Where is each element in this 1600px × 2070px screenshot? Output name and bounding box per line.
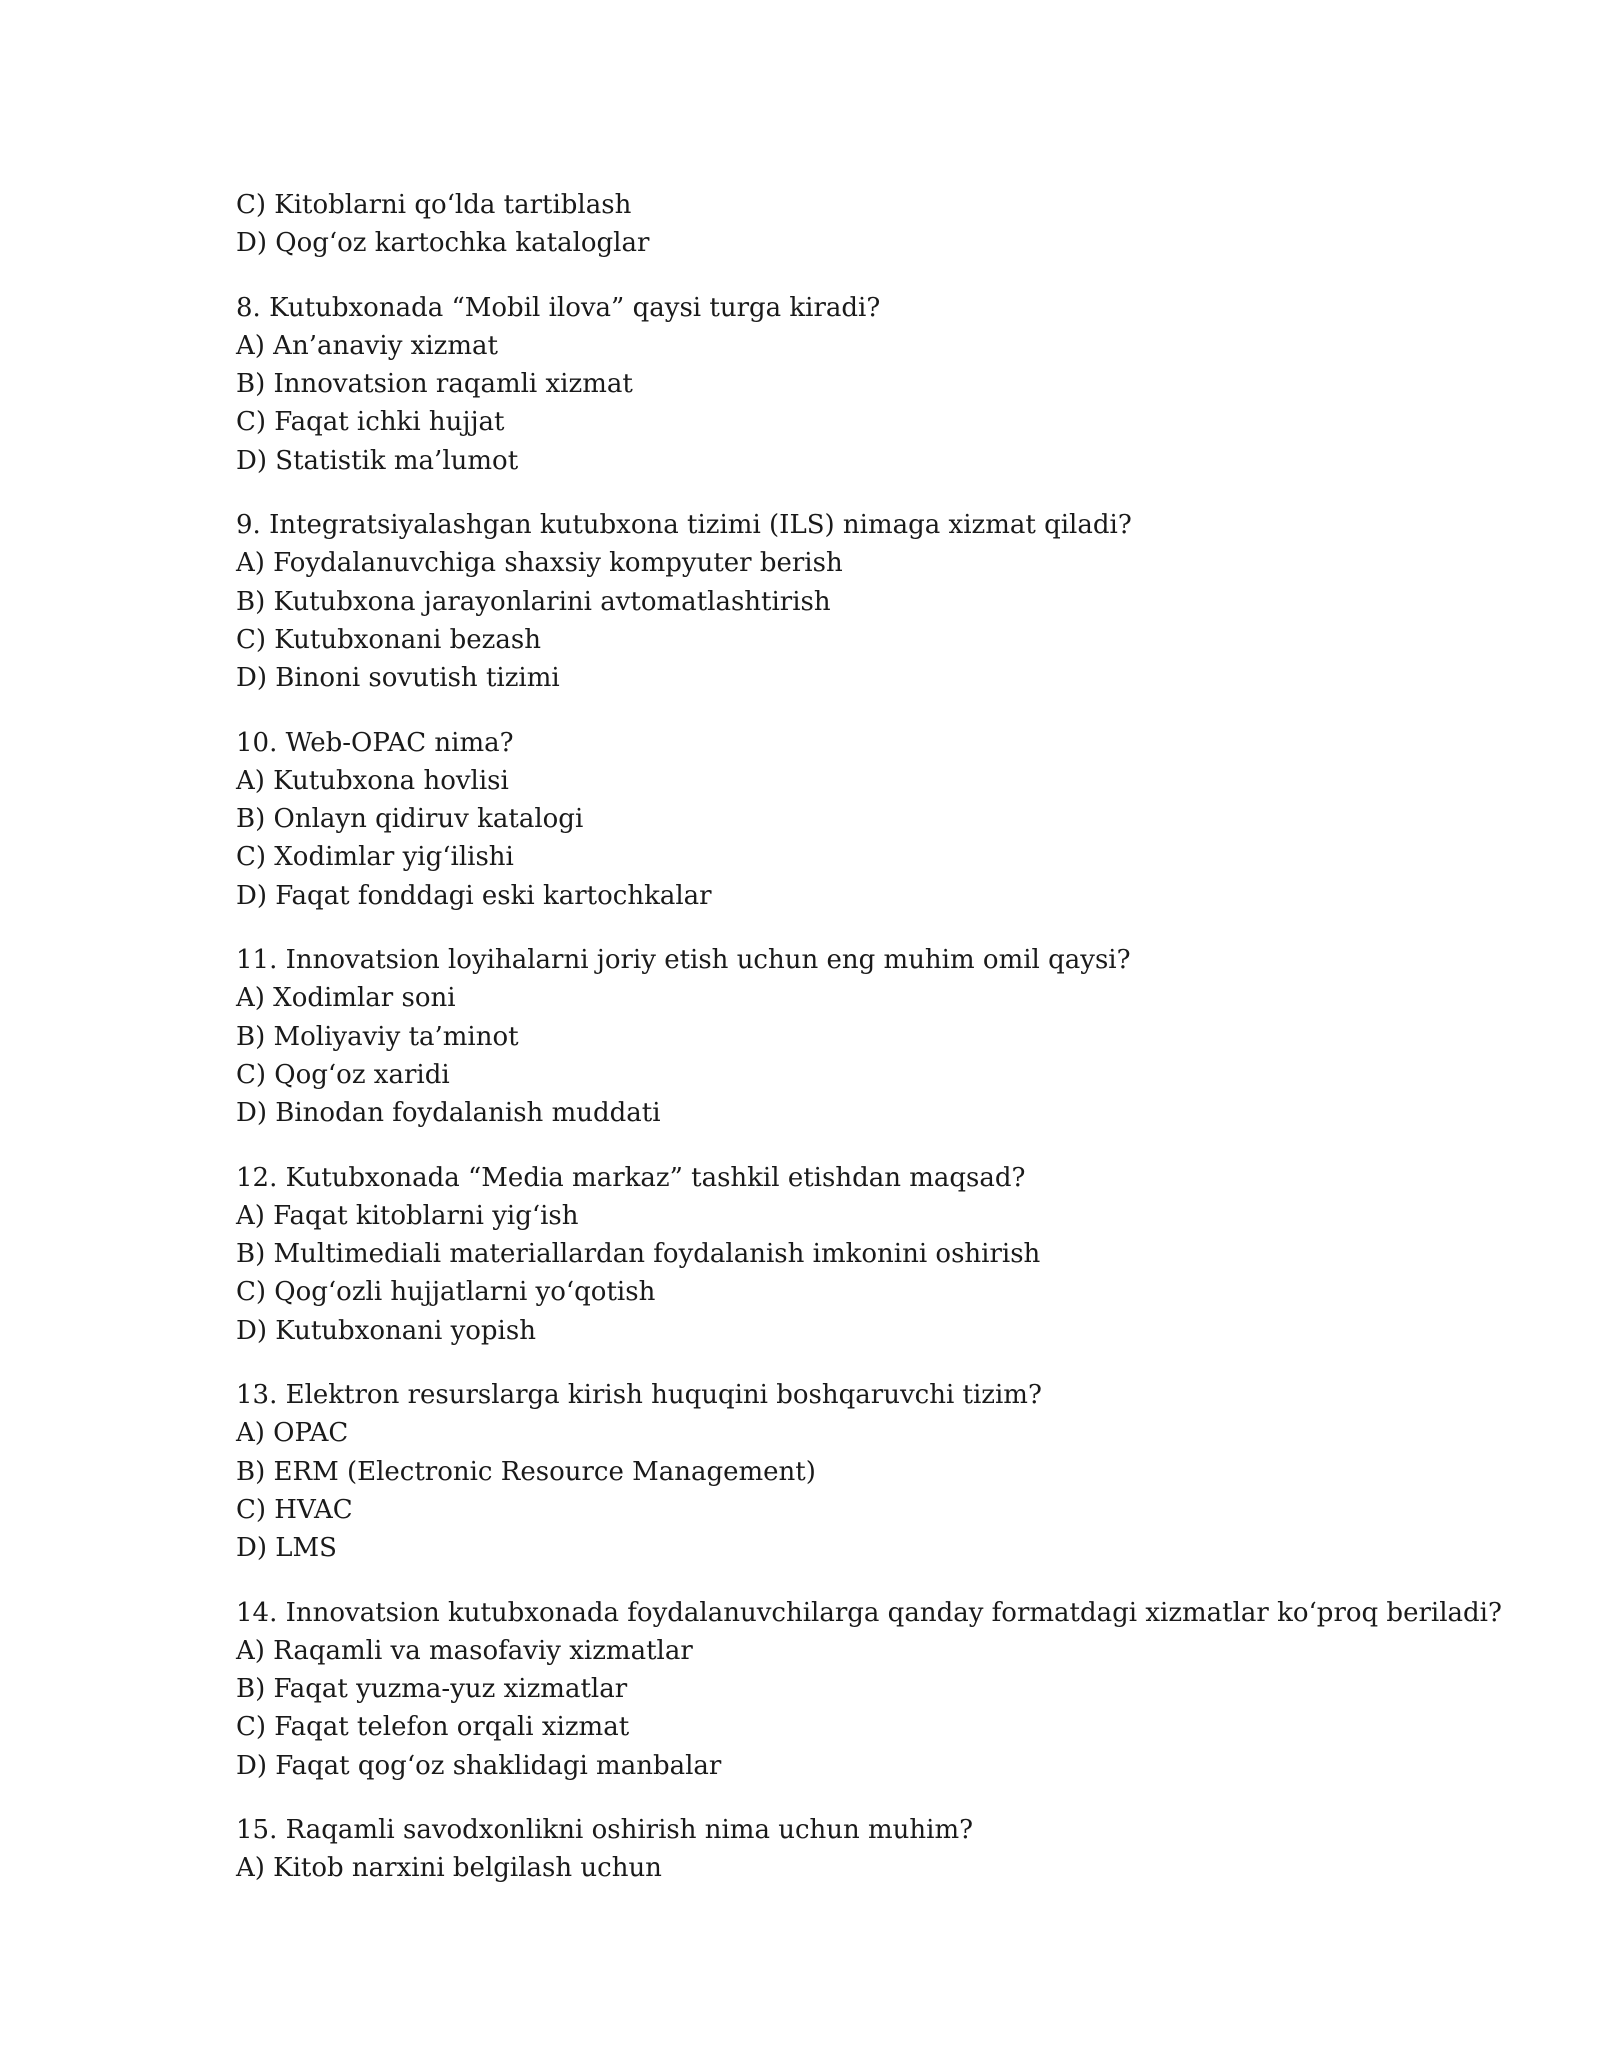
option-d: D) Faqat fonddagi eski kartochkalar xyxy=(236,880,712,911)
option-b: B) Innovatsion raqamli xizmat xyxy=(236,369,633,400)
option-c: C) HVAC xyxy=(236,1494,353,1525)
option-c: C) Kutubxonani bezash xyxy=(236,624,541,655)
question-11 xyxy=(236,941,1536,1132)
option-c: C) Faqat telefon orqali xizmat xyxy=(236,1712,630,1743)
question-13 xyxy=(236,1376,1536,1567)
option-a: A) Kitob narxini belgilash uchun xyxy=(236,1853,662,1884)
question-10 xyxy=(236,724,1536,915)
option-c: C) Faqat ichki hujjat xyxy=(236,407,505,438)
question-12 xyxy=(236,1159,1536,1350)
question-text: 8. Kutubxonada “Mobil ilova” qaysi turga kiradi? xyxy=(236,292,881,323)
quiz-content xyxy=(236,186,1536,1914)
option-b: B) ERM (Electronic Resource Management) xyxy=(236,1456,816,1487)
question-text: 14. Innovatsion kutubxonada foydalanuvchilarga qanday formatdagi xizmatlar ko‘proq beriladi? xyxy=(236,1597,1502,1628)
option-d: D) Binoni sovutish tizimi xyxy=(236,663,560,694)
option-c: C) Kitoblarni qo‘lda tartiblash xyxy=(236,190,632,220)
question-text: 13. Elektron resurslarga kirish huquqini boshqaruvchi tizim? xyxy=(236,1380,1042,1411)
question-text: 11. Innovatsion loyihalarni joriy etish uchun eng muhim omil qaysi? xyxy=(236,945,1131,976)
option-c: C) Qog‘ozli hujjatlarni yo‘qotish xyxy=(236,1277,656,1308)
option-b: B) Faqat yuzma-yuz xizmatlar xyxy=(236,1674,628,1705)
question-text: 9. Integratsiyalashgan kutubxona tizimi (ILS) nimaga xizmat qiladi? xyxy=(236,510,1132,541)
carryover-options xyxy=(236,186,1536,263)
option-c: C) Qog‘oz xaridi xyxy=(236,1059,450,1090)
option-b: B) Multimediali materiallardan foydalanish imkonini oshirish xyxy=(236,1239,1041,1270)
question-text: 12. Kutubxonada “Media markaz” tashkil etishdan maqsad? xyxy=(236,1162,1026,1193)
option-d: D) Binodan foydalanish muddati xyxy=(236,1098,661,1129)
option-c: C) Xodimlar yig‘ilishi xyxy=(236,842,514,873)
option-d: D) LMS xyxy=(236,1533,337,1564)
option-d: D) Kutubxonani yopish xyxy=(236,1315,536,1346)
option-a: A) An’anaviy xizmat xyxy=(236,330,498,361)
option-a: A) Foydalanuvchiga shaxsiy kompyuter berish xyxy=(236,548,843,579)
option-a: A) Kutubxona hovlisi xyxy=(236,765,509,796)
question-8 xyxy=(236,289,1536,480)
question-14 xyxy=(236,1594,1536,1785)
option-b: B) Moliyaviy ta’minot xyxy=(236,1021,519,1052)
option-d: D) Statistik ma’lumot xyxy=(236,445,519,476)
option-a: A) Faqat kitoblarni yig‘ish xyxy=(236,1200,579,1231)
option-b: B) Kutubxona jarayonlarini avtomatlashtirish xyxy=(236,586,831,617)
option-d: D) Qog‘oz kartochka kataloglar xyxy=(236,228,650,259)
option-b: B) Onlayn qidiruv katalogi xyxy=(236,804,584,835)
question-text: 10. Web-OPAC nima? xyxy=(236,727,514,758)
option-d: D) Faqat qog‘oz shaklidagi manbalar xyxy=(236,1750,722,1781)
question-text: 15. Raqamli savodxonlikni oshirish nima uchun muhim? xyxy=(236,1814,974,1845)
option-a: A) Raqamli va masofaviy xizmatlar xyxy=(236,1635,693,1666)
option-a: A) OPAC xyxy=(236,1418,349,1449)
question-9 xyxy=(236,506,1536,697)
question-15 xyxy=(236,1811,1536,1888)
option-a: A) Xodimlar soni xyxy=(236,983,456,1014)
